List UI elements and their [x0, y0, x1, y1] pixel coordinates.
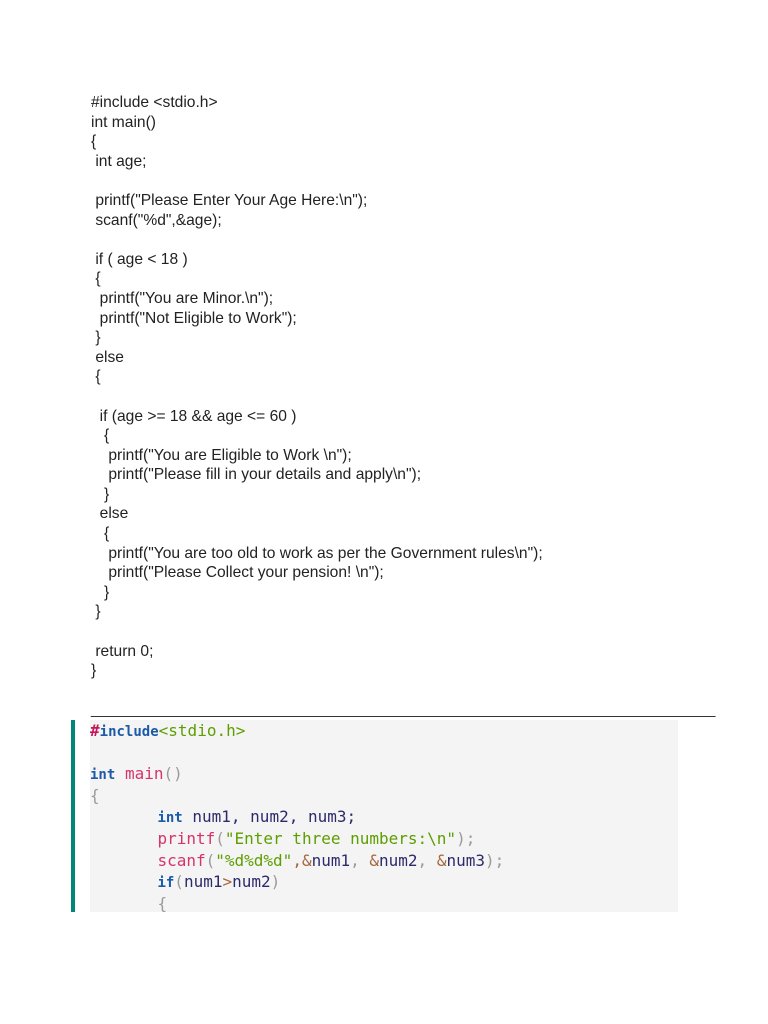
- code-line-blank: [90, 742, 504, 764]
- code-line: [90, 871, 504, 893]
- code-line: [91, 622, 543, 642]
- code-token: int: [157, 810, 183, 827]
- code-line: if ( age < 18 ): [91, 250, 188, 268]
- code-line: {: [91, 133, 97, 151]
- code-token: num1: [311, 850, 351, 870]
- code-line: printf("Please Collect your pension! \n");: [91, 564, 384, 582]
- code-line: [90, 720, 504, 742]
- code-line: int age;: [91, 152, 147, 170]
- code-token: num2: [379, 850, 418, 870]
- code-line: }: [91, 485, 110, 503]
- code-token: ,&: [292, 850, 312, 870]
- code-token: {: [157, 893, 168, 913]
- code-line: }: [91, 583, 110, 601]
- code-token: ,: [417, 850, 437, 870]
- code-token: ,: [350, 850, 370, 870]
- code-token: main: [124, 764, 164, 784]
- code-token: "Enter three numbers:\n": [224, 828, 457, 848]
- code-token: include: [99, 724, 159, 740]
- code-line: [90, 785, 504, 807]
- code-line: printf("You are Eligible to Work \n");: [91, 446, 352, 464]
- code-token: {: [90, 785, 100, 805]
- code-token: (): [163, 764, 183, 784]
- code-token: int: [90, 767, 116, 784]
- code-token: scanf: [157, 850, 206, 870]
- code-line: {: [91, 427, 110, 445]
- code-line: {: [91, 270, 101, 288]
- code-token: (: [174, 872, 184, 892]
- code-token: num1: [183, 872, 223, 892]
- highlighted-code-block: [71, 720, 678, 912]
- code-line: printf("You are Minor.\n");: [91, 289, 274, 307]
- code-token: printf: [157, 828, 216, 848]
- code-line: [91, 171, 543, 191]
- code-line: {: [91, 368, 101, 386]
- code-line: [91, 230, 543, 250]
- code-token: if: [157, 875, 175, 892]
- code-token: num2: [232, 872, 271, 892]
- code-token: #: [90, 721, 100, 740]
- code-indent: [90, 872, 157, 891]
- code-token: &: [436, 850, 447, 870]
- code-line: }: [91, 662, 97, 680]
- code-block-accent-bar: [71, 720, 75, 912]
- code-line: [90, 893, 504, 915]
- code-token: );: [456, 828, 476, 848]
- code-token: num3: [446, 850, 485, 870]
- code-line: [90, 763, 504, 785]
- code-token: ): [270, 872, 281, 892]
- code-line: [90, 828, 504, 850]
- code-line: {: [91, 525, 110, 543]
- code-token: &: [369, 850, 380, 870]
- code-line: }: [91, 329, 101, 347]
- code-indent: [90, 807, 157, 826]
- code-line: printf("Please Enter Your Age Here:\n");: [91, 191, 368, 209]
- code-token: (: [205, 850, 216, 870]
- code-line: int main(): [91, 113, 156, 131]
- code-token: (: [215, 828, 225, 848]
- code-line: else: [91, 348, 124, 366]
- code-line: printf("You are too old to work as per the Government rules\n");: [91, 544, 543, 562]
- code-token: "%d%d%d": [215, 850, 293, 870]
- code-line: [91, 387, 543, 407]
- code-line: printf("Please fill in your details and apply\n");: [91, 466, 422, 484]
- code-token: <stdio.h>: [158, 721, 246, 740]
- code-line: [90, 806, 504, 828]
- code-line: #include <stdio.h>: [91, 94, 218, 111]
- code-line: if (age >= 18 && age <= 60 ): [91, 407, 297, 425]
- plain-code-listing: [91, 93, 543, 681]
- code-line: printf("Not Eligible to Work");: [91, 309, 297, 327]
- code-line: scanf("%d",&age);: [91, 211, 222, 229]
- code-token: );: [484, 850, 505, 870]
- code-token: num1, num2, num3;: [192, 807, 357, 827]
- code-indent: [90, 894, 157, 913]
- code-line: else: [91, 505, 129, 523]
- code-indent: [90, 829, 157, 848]
- code-indent: [90, 851, 157, 870]
- code-line: return 0;: [91, 642, 154, 660]
- code-block-lines: [90, 720, 504, 914]
- code-line: [90, 850, 504, 872]
- code-line: }: [91, 603, 101, 621]
- code-token: >: [222, 872, 233, 892]
- separator-line: ________________________________________________________________________: [91, 701, 716, 718]
